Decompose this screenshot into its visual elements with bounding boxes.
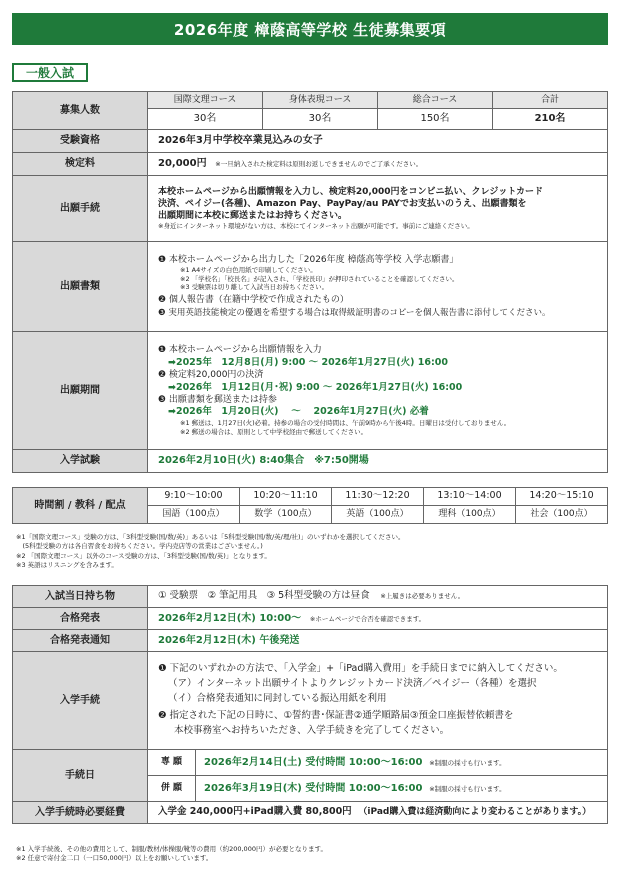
procedure-note: ※身近にインターネット環境がない方は、本校にてインターネット出願が可能です。事前にご連絡ください。 [158,222,474,231]
bring-note: ※上履きは必要ありません。 [380,592,465,601]
recruit-value: 30名 [148,109,263,130]
fee-note: ※一旦納入された検定料は原則お返しできませんのでご了承ください。 [215,160,423,169]
dates-kind: 専 願 [148,750,196,776]
subject: 理科（100点） [424,506,516,524]
note-line: (5科型受験の方は各自習食をお持ちください。学内売店等の営業はございません。) [16,542,263,551]
exam-value: 2026年2月10日(火) 8:40集合 ※7:50開場 [148,450,608,473]
eligibility-label: 受験資格 [13,130,148,153]
recruit-value: 150名 [378,109,493,130]
result-value: 2026年2月12日(木) 10:00～ [158,612,302,624]
section-tag: 一般入試 [12,63,88,82]
page-title: 2026年度 樟蔭高等学校 生徒募集要項 [12,13,608,45]
documents-label: 出願書類 [13,242,148,332]
info-table-bottom [12,585,608,824]
period-note: ※1 郵送は、1月27日(火)必着。持参の場合の受付時間は、午前9時から午後4時。日曜日は受付しておりません。 [180,419,511,428]
timetable [12,487,608,524]
enroll-cell [148,652,608,750]
period-item: ❶ 本校ホームページから出願情報を入力 [158,345,322,356]
documents-item: ❶ 本校ホームページから出力した「2026年度 樟蔭高等学校 入学志願書」 [158,254,459,265]
time-slot: 11:30～12:20 [332,488,424,506]
period-date: ➡2026年 1月20日(火) ～ 2026年1月27日(火) 必着 [168,406,429,418]
exam-label: 入学試験 [13,450,148,473]
procedure-line: 本校ホームページから出願情報を入力し、検定料20,000円をコンビニ払い、クレジットカード [158,187,544,198]
subject: 数学（100点） [240,506,332,524]
cost-cell [148,802,608,824]
period-date: ➡2026年 1月12日(月･祝) 9:00 ～ 2026年1月27日(火) 16:00 [168,381,463,393]
recruit-value: 30名 [263,109,378,130]
subject: 国語（100点） [148,506,240,524]
enroll-item: ❶ 下記のいずれかの方法で、「入学金」+「iPad購入費用」を手続日までに納入してください。 [158,663,563,675]
enroll-item: ❷ 指定された下記の日時に、①誓約書･保証書②通学順路届③預金口座振替依頼書を [158,710,514,722]
procedure-cell [148,176,608,242]
result-label: 合格発表 [13,608,148,630]
col-header: 国際文理コース [148,92,263,109]
result-cell [148,608,608,630]
dates-value: 2026年3月19日(木) 受付時間 10:00～16:00 [204,782,423,794]
documents-item: ❸ 実用英語技能検定の優遇を希望する場合は取得級証明書のコピーを個人報告書に添付してください。 [158,308,551,319]
procedure-line: 出願期間に本校に郵送またはお持ちください。 [158,211,348,222]
time-slot: 10:20～11:10 [240,488,332,506]
enroll-label: 入学手続 [13,652,148,750]
note-line: ※1 入学手続後、その他の費用として、制服/教材/体操服/靴等の費用（約200,000円）が必要となります。 [16,845,327,853]
result-note: ※ホームページで合否を確認できます。 [309,614,426,623]
dates-label: 手続日 [13,750,148,802]
cost-label: 入学手続時必要経費 [13,802,148,824]
dates-value: 2026年2月14日(土) 受付時間 10:00～16:00 [204,756,423,768]
bring-value: ① 受験票 ② 筆記用具 ③ 5科型受験の方は昼食 [158,590,370,602]
dates-cell [196,776,608,802]
time-slot: 9:10～10:00 [148,488,240,506]
period-label: 出願期間 [13,332,148,450]
period-date: ➡2025年 12月8日(月) 9:00 ～ 2026年1月27日(火) 16:00 [168,356,448,368]
time-slot: 14:20～15:10 [516,488,608,506]
eligibility-value: 2026年3月中学校卒業見込みの女子 [148,130,608,153]
note-line: ※2 「国際文理コース」以外のコース受験の方は、「3科型受験(国/数/英)」となります。 [16,551,271,560]
notes-bottom [16,845,606,864]
documents-cell [148,242,608,332]
dates-note: ※制服の採寸も行います。 [429,784,506,793]
procedure-label: 出願手続 [13,176,148,242]
subject: 社会（100点） [516,506,608,524]
subject: 英語（100点） [332,506,424,524]
bring-label: 入試当日持ち物 [13,586,148,608]
procedure-line: 決済、ペイジー(各種)、Amazon Pay、PayPay/au PAYでお支払いのうえ、出願書類を [158,199,527,210]
col-header: 総合コース [378,92,493,109]
note-line: ※1「国際文理コース」受験の方は、「3科型受験(国/数/英)」あるいは「5科型受験(国/数/英/理/社)」のいずれかを選択してください。 [16,533,405,541]
cost-value: 入学金 240,000円+iPad購入費 80,800円 [158,806,352,818]
note-line: ※3 英語はリスニングを含みます。 [16,561,118,570]
enroll-subitem: （ア）インターネット出願サイトよりクレジットカード決済／ペイジー（各種）を選択 [168,677,537,689]
fee-label: 検定料 [13,153,148,176]
dates-note: ※制服の採寸も行います。 [429,758,506,767]
documents-note: ※2 「学校名」「校長名」が記入され、「学校長印」が押印されていることを確認してください。 [180,274,459,283]
period-item: ❷ 検定料20,000円の決済 [158,370,264,381]
enroll-subitem: （イ）合格発表通知に同封している振込用紙を利用 [168,692,387,704]
fee-cell [148,153,608,176]
recruit-label: 募集人数 [13,92,148,130]
notes-middle [16,533,606,571]
dates-kind: 併 願 [148,776,196,802]
fee-value: 20,000円 [158,158,207,170]
recruit-total: 210名 [493,109,608,130]
dates-cell [196,750,608,776]
documents-note: ※1 A4サイズの白色用紙で印刷してください。 [180,265,317,274]
note-line: ※2 任意で寄付金二口（一口50,000円）以上をお願いしています。 [16,854,213,863]
period-cell [148,332,608,450]
period-item: ❸ 出願書類を郵送または持参 [158,395,277,406]
timetable-label: 時間割 / 教科 / 配点 [13,488,148,524]
col-header: 合計 [493,92,608,109]
enroll-subitem: 本校事務室へお持ちいただき、入学手続きを完了してください。 [174,725,450,737]
documents-note: ※3 受験票は切り離して入試当日お持ちください。 [180,283,329,292]
notice-value: 2026年2月12日(木) 午後発送 [148,630,608,652]
time-slot: 13:10～14:00 [424,488,516,506]
col-header: 身体表現コース [263,92,378,109]
notice-label: 合格発表通知 [13,630,148,652]
cost-note: （iPad購入費は経済動向により変わることがあります。） [358,807,592,818]
period-note: ※2 郵送の場合は、原則として中学校経由で郵送してください。 [180,428,368,437]
documents-item: ❷ 個人報告書（在籍中学校で作成されたもの） [158,295,349,306]
bring-cell [148,586,608,608]
info-table-top [12,91,608,473]
